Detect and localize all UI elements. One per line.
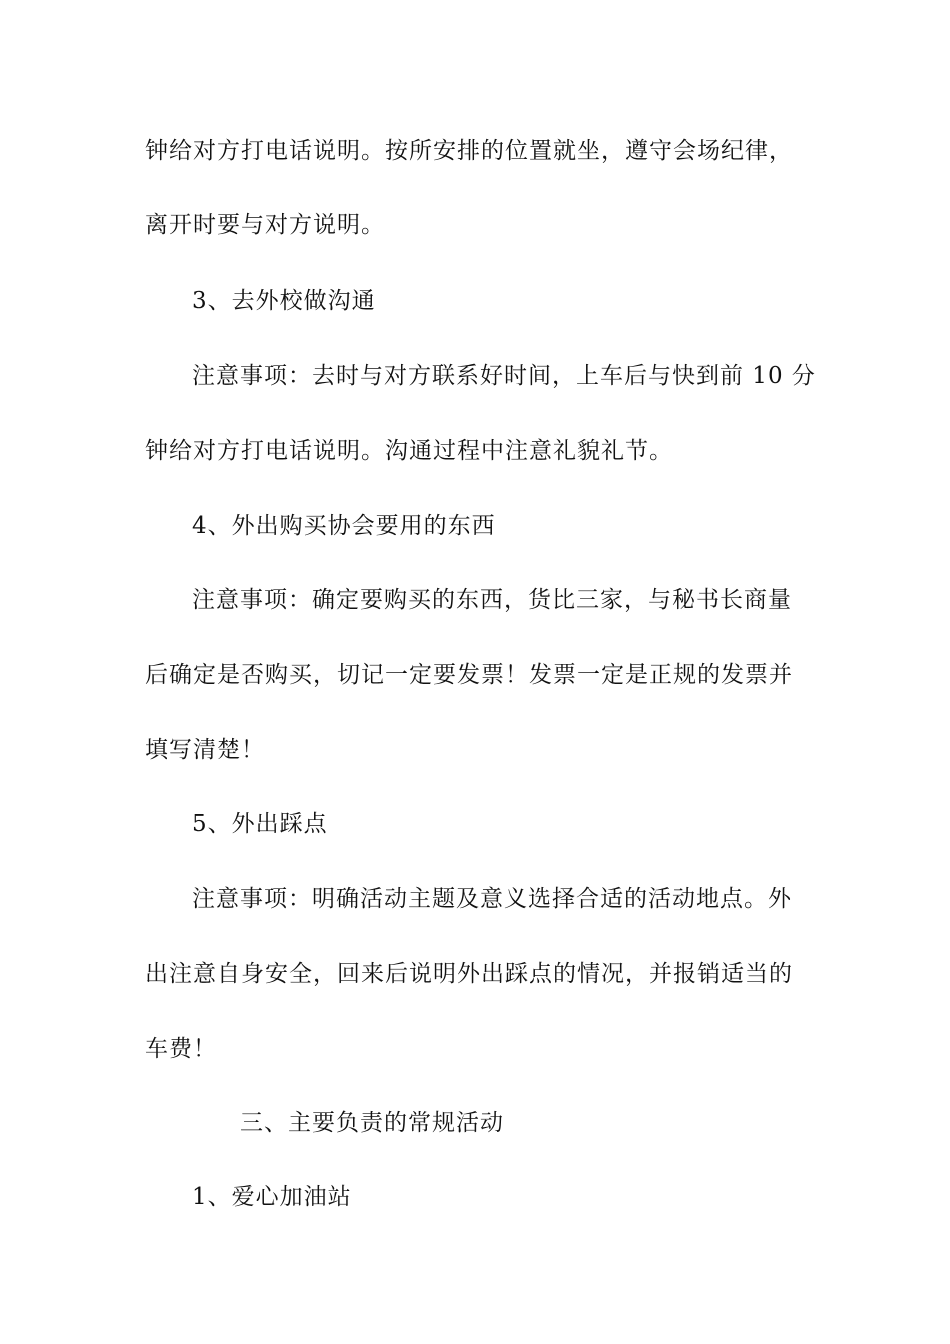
section-heading: 1、爱心加油站	[192, 1184, 352, 1210]
text-line: 钟给对方打电话说明。按所安排的位置就坐，遵守会场纪律，	[145, 138, 793, 164]
text-line: 后确定是否购买，切记一定要发票！发票一定是正规的发票并	[145, 662, 793, 688]
section-heading: 5、外出踩点	[192, 811, 328, 837]
text-line: 离开时要与对方说明。	[145, 212, 385, 238]
text-line: 注意事项：确定要购买的东西，货比三家，与秘书长商量	[192, 587, 792, 613]
text-line: 钟给对方打电话说明。沟通过程中注意礼貌礼节。	[145, 438, 673, 464]
section-heading: 4、外出购买协会要用的东西	[192, 513, 496, 539]
text-line: 填写清楚！	[145, 737, 265, 763]
text-line: 车费！	[145, 1036, 217, 1062]
text-line: 注意事项：去时与对方联系好时间，上车后与快到前 10 分	[192, 363, 816, 389]
text-line: 注意事项：明确活动主题及意义选择合适的活动地点。外	[192, 886, 792, 912]
chapter-heading: 三、主要负责的常规活动	[240, 1110, 504, 1136]
section-heading: 3、去外校做沟通	[192, 288, 376, 314]
text-line: 出注意自身安全，回来后说明外出踩点的情况，并报销适当的	[145, 961, 793, 987]
